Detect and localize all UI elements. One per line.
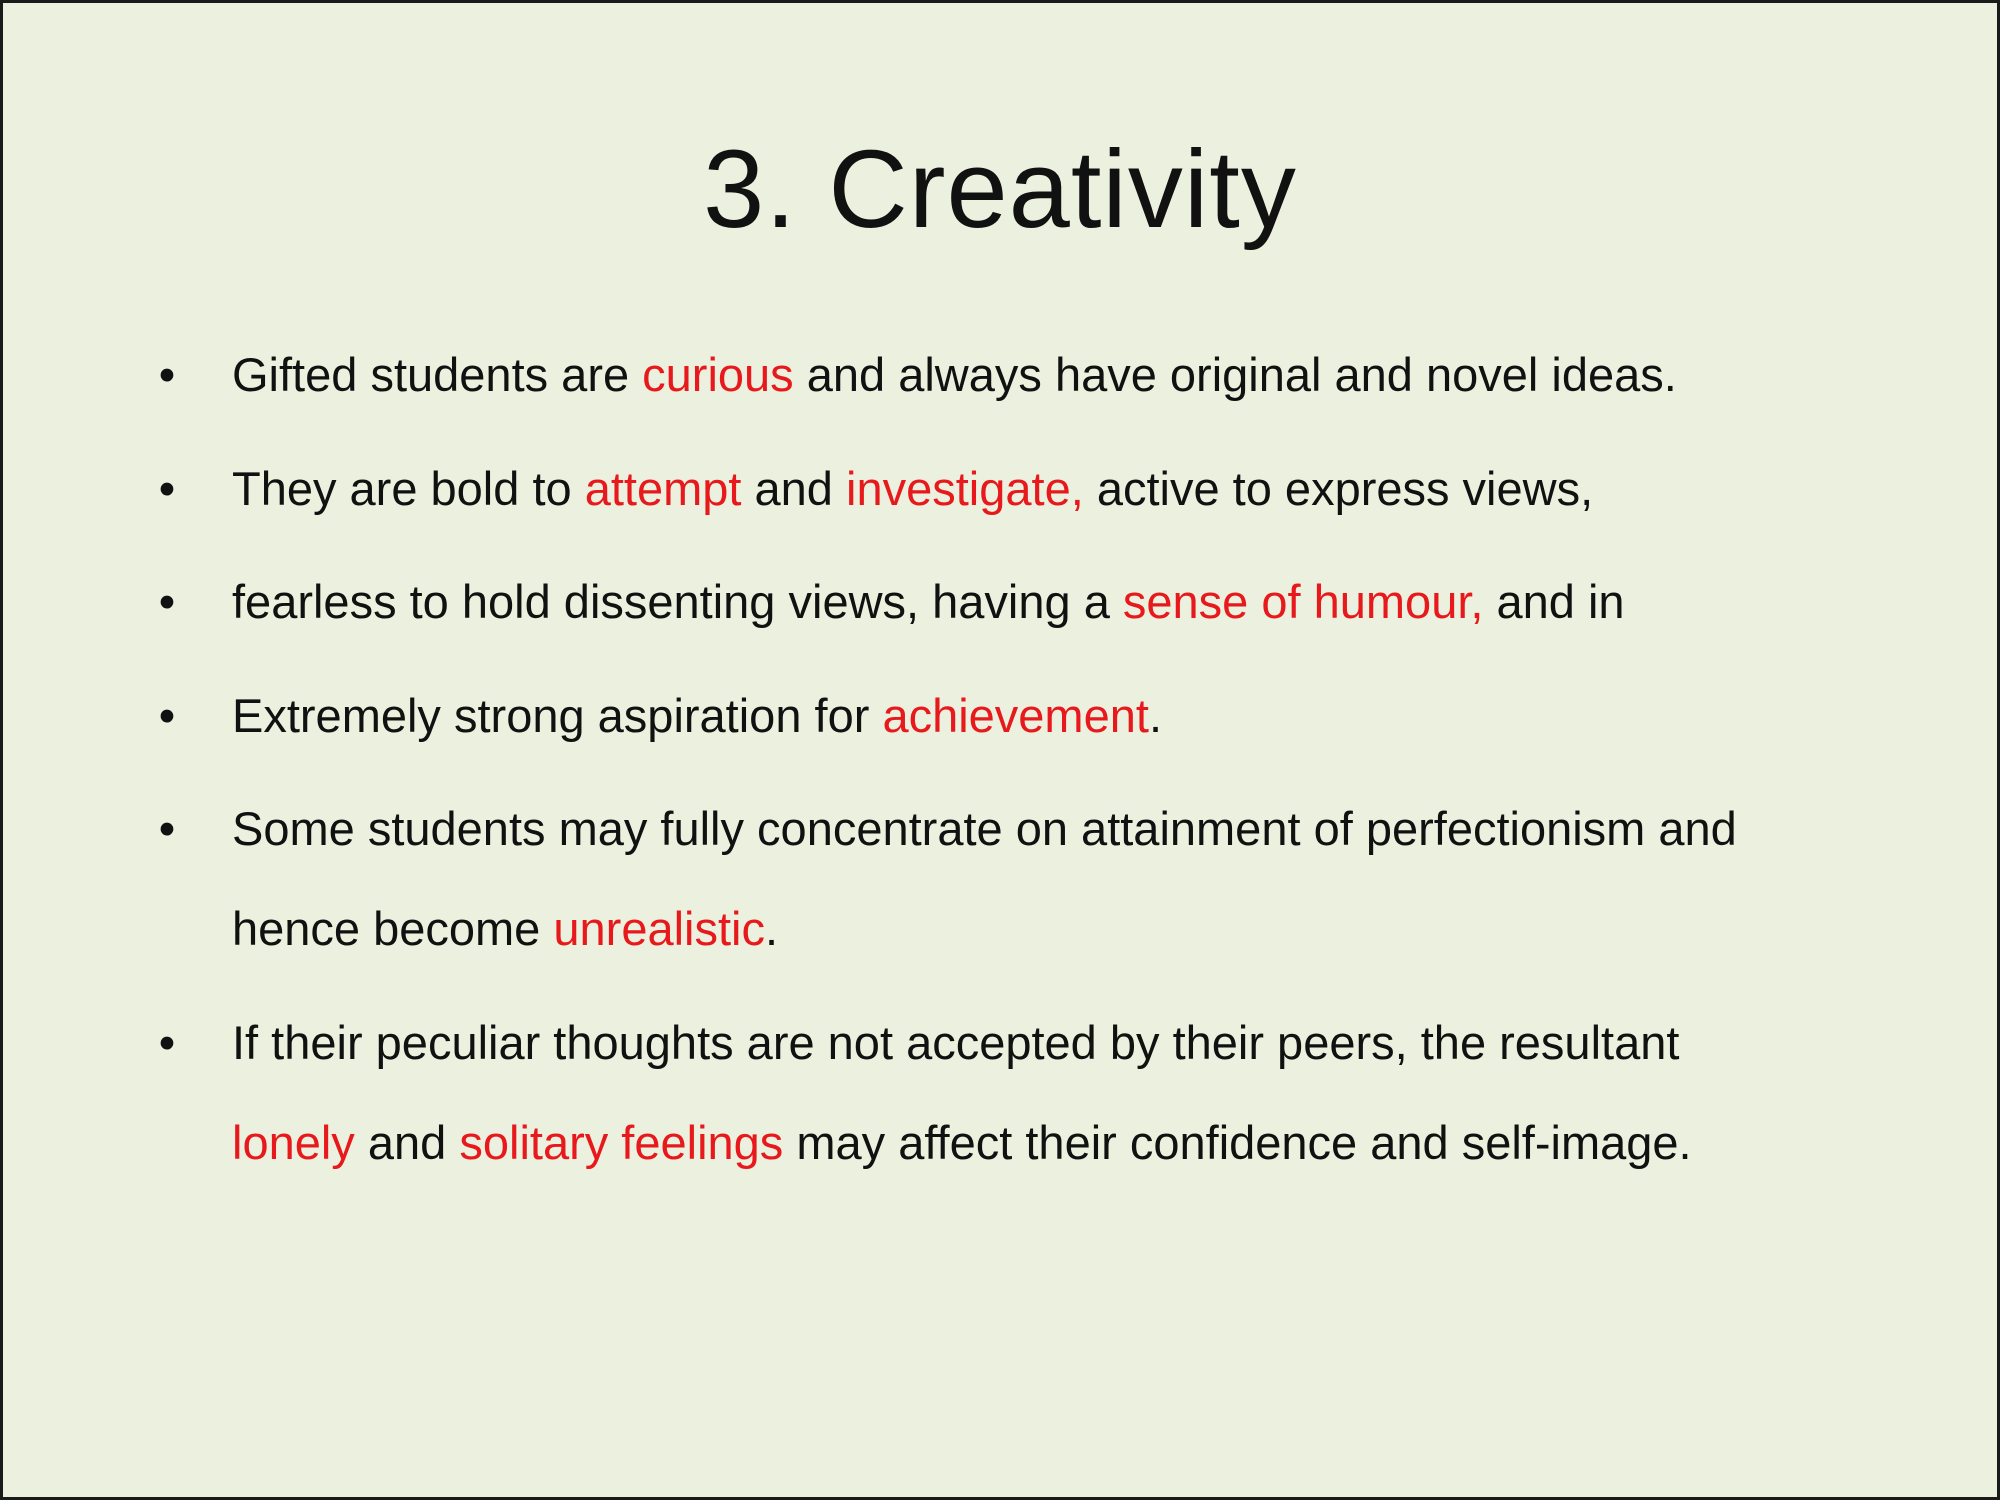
bullet-text: [232, 993, 1932, 1193]
highlighted-word: achievement: [882, 689, 1149, 742]
text-segment: active to express views,: [1083, 462, 1594, 515]
text-segment: fearless to hold dissenting views, having a: [232, 575, 1123, 628]
text-segment: If their peculiar thoughts are not accepted by their peers, the resultant: [232, 1016, 1680, 1069]
bullet-text: [232, 779, 1932, 979]
text-segment: hence become: [232, 902, 554, 955]
bullet-icon: •: [158, 575, 176, 628]
bullet-text: [232, 439, 1932, 539]
text-segment: and in: [1483, 575, 1625, 628]
highlighted-word: solitary feelings: [459, 1116, 784, 1169]
text-segment: Extremely strong aspiration for: [232, 689, 883, 742]
text-segment: and always have original and novel ideas.: [793, 348, 1677, 401]
bullet-icon: •: [158, 348, 176, 401]
bullet-text: [232, 552, 1932, 652]
text-segment: .: [764, 902, 779, 955]
highlighted-word: attempt: [584, 462, 742, 515]
bullet-icon: •: [158, 1016, 176, 1069]
text-segment: Some students may fully concentrate on attainment of perfectionism and: [232, 802, 1737, 855]
text-segment: and: [354, 1116, 460, 1169]
text-segment: and: [741, 462, 847, 515]
highlighted-word: investigate,: [846, 462, 1084, 515]
text-segment: .: [1148, 689, 1162, 742]
highlighted-word: curious: [642, 348, 794, 401]
highlighted-word: sense of humour,: [1122, 575, 1484, 628]
slide-title: 3. Creativity: [703, 128, 1297, 251]
bullet-icon: •: [158, 689, 176, 742]
text-segment: Gifted students are: [232, 348, 643, 401]
highlighted-word: lonely: [232, 1116, 355, 1169]
bullet-text: [232, 325, 1932, 425]
bullet-icon: •: [158, 802, 176, 855]
text-segment: may affect their confidence and self-image.: [783, 1116, 1692, 1169]
bullet-text: [232, 666, 1932, 766]
bullet-list: [3, 3, 1997, 1497]
bullet-icon: •: [158, 462, 176, 515]
text-segment: They are bold to: [232, 462, 585, 515]
highlighted-word: unrealistic: [553, 902, 765, 955]
